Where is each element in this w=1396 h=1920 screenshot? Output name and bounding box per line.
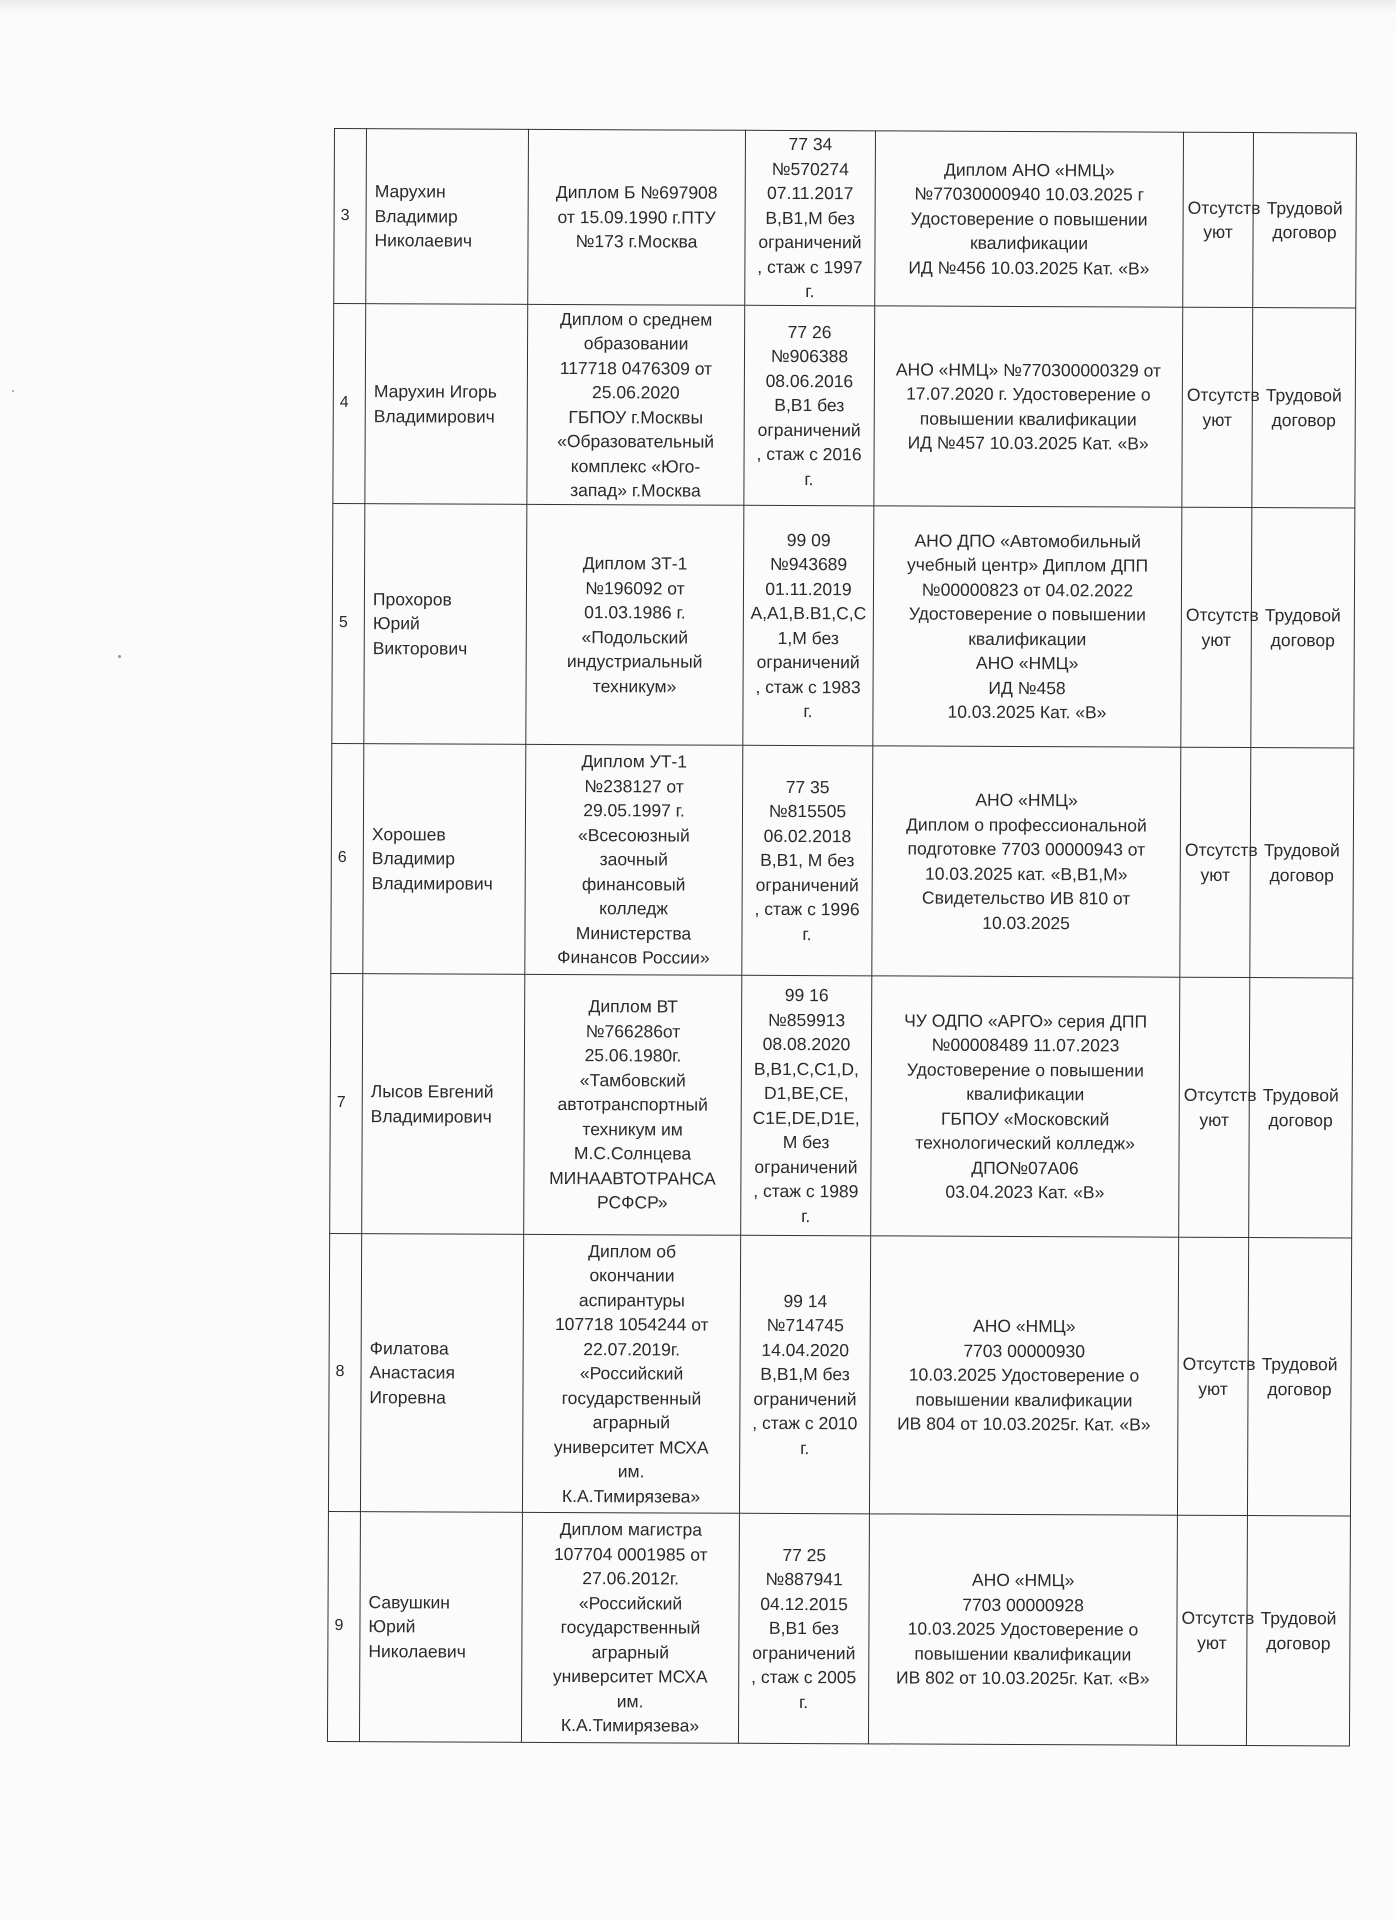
penalties: Отсутств уют xyxy=(1182,307,1253,507)
row-number: 5 xyxy=(332,503,365,743)
scan-speck xyxy=(118,655,121,658)
table-row xyxy=(330,973,1353,1237)
qualification-document: АНО «НМЦ» №770300000329 от 17.07.2020 г. Удостоверение о повышении квалификации ИД №457 10.03.2025 Кат. «В» xyxy=(874,306,1183,507)
row-number: 4 xyxy=(333,304,366,504)
employment-basis: Трудовой договор xyxy=(1247,1238,1351,1516)
employment-basis: Трудовой договор xyxy=(1250,748,1354,978)
employment-basis: Трудовой договор xyxy=(1246,1515,1350,1745)
driver-license: 77 26 №906388 08.06.2016 B,B1 без ограничений , стаж с 2016 г. xyxy=(744,305,875,506)
education-document: Диплом об окончании аспирантуры 107718 1054244 от 22.07.2019г. «Российский государственный аграрный университет МСХА им. К.А.Тимирязева» xyxy=(522,1234,740,1513)
employment-basis: Трудовой договор xyxy=(1253,133,1357,308)
qualification-document: ЧУ ОДПО «АРГО» серия ДПП №00008489 11.07.2023 Удостоверение о повышении квалификации ГБПОУ «Московский технологический колледж» ДПО№07А06 03.04.2023 Кат. «В» xyxy=(871,976,1180,1237)
qualification-document: АНО «НМЦ» 7703 00000930 10.03.2025 Удостоверение о повышении квалификации ИВ 804 от 10.03.2025г. Кат. «В» xyxy=(869,1236,1178,1515)
education-document: Диплом УТ-1 №238127 от 29.05.1997 г. «Всесоюзный заочный финансовый колледж Министерства Финансов России» xyxy=(525,744,743,975)
education-document: Диплом ЗТ-1 №196092 от 01.03.1986 г. «Подольский индустриальный техникум» xyxy=(526,504,744,745)
employee-name: Савушкин Юрий Николаевич xyxy=(359,1512,522,1743)
qualification-document: Диплом АНО «НМЦ» №77030000940 10.03.2025 г Удостоверение о повышении квалификации ИД №456 10.03.2025 Кат. «В» xyxy=(875,131,1184,307)
penalties: Отсутств уют xyxy=(1179,977,1250,1237)
penalties: Отсутств уют xyxy=(1176,1515,1247,1745)
table-row xyxy=(333,304,1356,508)
employee-name: Марухин Игорь Владимирович xyxy=(365,304,528,505)
employee-name: Хорошев Владимир Владимирович xyxy=(363,744,526,975)
penalties: Отсутств уют xyxy=(1181,507,1252,747)
table-row xyxy=(331,743,1354,977)
employment-basis: Трудовой договор xyxy=(1249,978,1353,1238)
scan-speck xyxy=(12,390,14,392)
driver-license: 99 16 №859913 08.08.2020 B,B1,C,C1,D, D1,BE,CE, C1E,DE,D1E, M без ограничений , стаж с 1989 г. xyxy=(741,975,872,1236)
qualification-document: АНО ДПО «Автомобильный учебный центр» Диплом ДПП №00000823 от 04.02.2022 Удостоверение о повышении квалификации АНО «НМЦ» ИД №458 10.03.2025 Кат. «В» xyxy=(873,506,1182,747)
education-document: Диплом о среднем образовании 117718 0476309 от 25.06.2020 ГБПОУ г.Москвы «Образовательный комплекс «Юго- запад» г.Москва xyxy=(527,304,745,505)
driver-license: 77 34 №570274 07.11.2017 B,B1,M без ограничений , стаж с 1997 г. xyxy=(745,130,876,306)
table-row xyxy=(332,503,1355,747)
row-number: 3 xyxy=(334,129,367,304)
driver-license: 77 35 №815505 06.02.2018 B,B1, M без ограничений , стаж с 1996 г. xyxy=(742,745,873,976)
table-row xyxy=(334,129,1357,308)
row-number: 9 xyxy=(327,1511,360,1741)
penalties: Отсутств уют xyxy=(1180,747,1251,977)
qualification-document: АНО «НМЦ» Диплом о профессиональной подготовке 7703 00000943 от 10.03.2025 кат. «В,В1,М» Свидетельство ИВ 810 от 10.03.2025 xyxy=(872,746,1181,977)
education-document: Диплом магистра 107704 0001985 от 27.06.2012г. «Российский государственный аграрный университет МСХА им. К.А.Тимирязева» xyxy=(521,1512,739,1743)
driver-license: 77 25 №887941 04.12.2015 B,B1 без ограничений , стаж с 2005 г. xyxy=(738,1513,869,1744)
employment-basis: Трудовой договор xyxy=(1251,508,1355,748)
table-row xyxy=(327,1511,1350,1745)
row-number: 7 xyxy=(330,973,363,1233)
row-number: 6 xyxy=(331,743,364,973)
staff-qualifications-table xyxy=(327,128,1357,1746)
employee-name: Филатова Анастасия Игоревна xyxy=(360,1234,523,1513)
qualification-document: АНО «НМЦ» 7703 00000928 10.03.2025 Удостоверение о повышении квалификации ИВ 802 от 10.03.2025г. Кат. «В» xyxy=(868,1514,1177,1745)
education-document: Диплом Б №697908 от 15.09.1990 г.ПТУ №173 г.Москва xyxy=(528,129,746,305)
table-row xyxy=(328,1233,1351,1515)
employee-name: Лысов Евгений Владимирович xyxy=(362,974,525,1235)
employee-name: Прохоров Юрий Викторович xyxy=(364,504,527,745)
education-document: Диплом ВТ №766286от 25.06.1980г. «Тамбовский автотранспортный техникум им М.С.Солнцева МИНААВТОТРАНСА РСФСР» xyxy=(524,974,742,1235)
employment-basis: Трудовой договор xyxy=(1252,308,1356,508)
driver-license: 99 09 №943689 01.11.2019 A,A1,B.B1,C,C 1,M без ограничений , стаж с 1983 г. xyxy=(743,505,874,746)
driver-license: 99 14 №714745 14.04.2020 B,B1,M без ограничений , стаж с 2010 г. xyxy=(739,1235,870,1514)
employee-name: Марухин Владимир Николаевич xyxy=(366,129,529,305)
penalties: Отсутств уют xyxy=(1183,132,1254,307)
penalties: Отсутств уют xyxy=(1177,1237,1248,1515)
row-number: 8 xyxy=(328,1233,361,1511)
